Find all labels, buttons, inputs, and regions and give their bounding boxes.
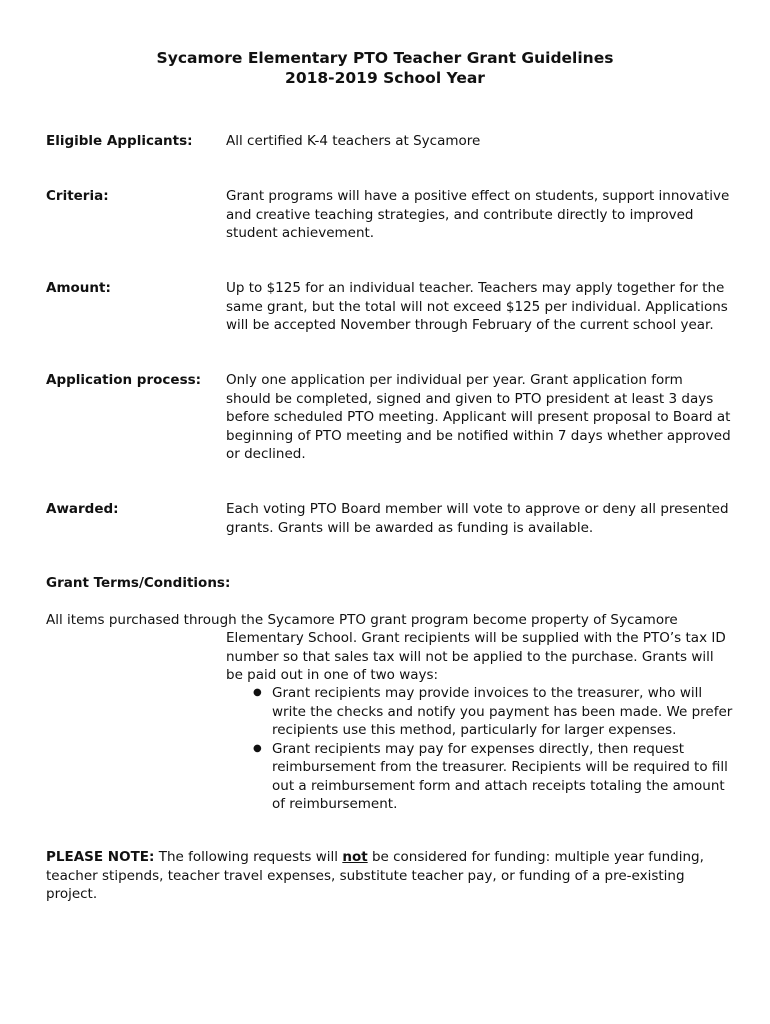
application-process-text: Only one application per individual per year. Grant application form should be completed, signed and given to PTO president at least 3 days before scheduled PTO meeting. Applicant will present proposal to Board at beginning of PTO meeting and be notified within 7 days whether approved or declined. — [226, 372, 731, 462]
awarded-label: Awarded: — [46, 501, 119, 517]
list-item — [253, 684, 733, 740]
amount-text: Up to $125 for an individual teacher. Teachers may apply together for the same grant, but the total will not exceed $125 per individual. Applications will be accepted November through February of the current school year. — [226, 280, 728, 333]
please-note-text-part2: be considered for funding: multiple year funding, teacher stipends, teacher travel expenses, substitute teacher pay, or funding of a pre-existing project. — [46, 849, 704, 902]
grant-terms-heading: Grant Terms/Conditions: — [46, 575, 231, 591]
grant-terms-intro-continued: Elementary School. Grant recipients will be supplied with the PTO’s tax ID number so that sales tax will not be applied to the purchase. Grants will be paid out in one of two ways: — [226, 630, 726, 683]
grant-payment-methods-list — [253, 684, 733, 814]
eligible-applicants-text: All certified K-4 teachers at Sycamore — [226, 133, 481, 149]
document-subtitle: 2018-2019 School Year — [285, 69, 485, 87]
list-item-text: Grant recipients may pay for expenses directly, then request reimbursement from the treasurer. Recipients will be required to fill out a reimbursement form and attach receipts totaling the amount of reimbursement. — [272, 740, 728, 812]
criteria-label: Criteria: — [46, 188, 109, 204]
amount-label: Amount: — [46, 280, 111, 296]
bullet-icon: ● — [253, 687, 262, 698]
bullet-icon: ● — [253, 742, 262, 754]
please-note-emphasis: not — [342, 849, 368, 865]
grant-terms-intro-first-line: All items purchased through the Sycamore PTO grant program become property of Sycamore — [46, 612, 678, 628]
criteria-text: Grant programs will have a positive effect on students, support innovative and creative teaching strategies, and contribute directly to improved student achievement. — [226, 188, 730, 241]
awarded-text: Each voting PTO Board member will vote to approve or deny all presented grants. Grants will be awarded as funding is available. — [226, 501, 729, 536]
document-title: Sycamore Elementary PTO Teacher Grant Guidelines — [156, 49, 614, 67]
application-process-label: Application process: — [46, 372, 202, 388]
please-note-text-part1: The following requests will — [154, 849, 343, 865]
list-item — [253, 740, 733, 814]
please-note-paragraph — [46, 848, 721, 904]
eligible-applicants-label: Eligible Applicants: — [46, 133, 193, 149]
please-note-lead: PLEASE NOTE: — [46, 849, 155, 865]
list-item-text: Grant recipients may provide invoices to the treasurer, who will write the checks and notify you payment has been made. We prefer recipients use this method, particularly for larger expenses. — [272, 685, 733, 738]
